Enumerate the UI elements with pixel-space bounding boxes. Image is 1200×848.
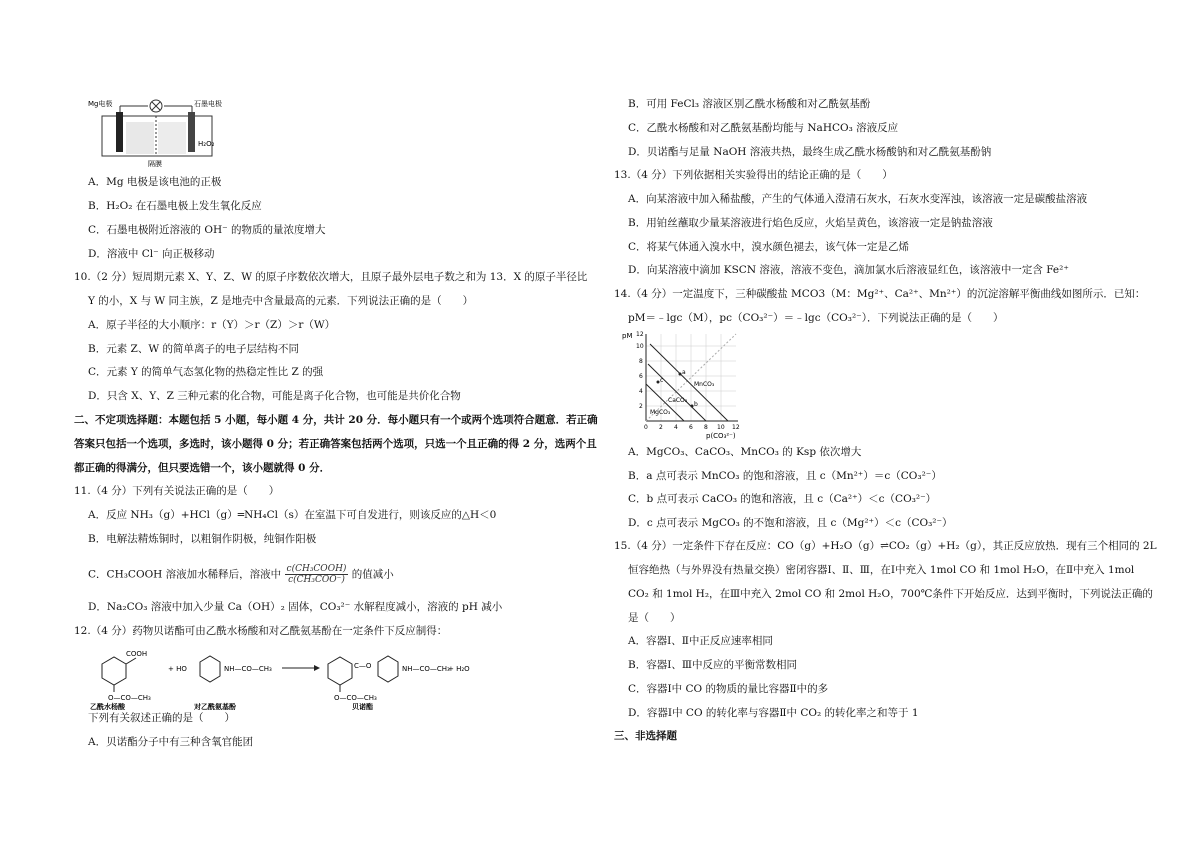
q13-option-c: C．将某气体通入溴水中，溴水颜色褪去，该气体一定是乙烯	[628, 241, 910, 253]
y-tick-4: 4	[639, 388, 643, 395]
q10-option-d: D．只含 X、Y、Z 三种元素的化合物，可能是离子化合物，也可能是共价化合物	[88, 390, 461, 402]
point-c-label: c	[660, 377, 664, 384]
amide-group-1: NH—CO—CH₃	[224, 665, 272, 673]
x-tick-6: 6	[689, 424, 693, 431]
q14-option-d: D．c 点可表示 MgCO₃ 的不饱和溶液，且 c（Mg²⁺）＜c（CO₃²⁻）	[628, 517, 953, 529]
q11-option-d: D．Na₂CO₃ 溶液中加入少量 Ca（OH）₂ 固体，CO₃²⁻ 水解程度减小，溶液的 pH 减小	[88, 601, 503, 613]
q13-option-b: B．用铂丝蘸取少量某溶液进行焰色反应，火焰呈黄色，该溶液一定是钠盐溶液	[628, 217, 993, 229]
q12-option-a: A．贝诺酯分子中有三种含氧官能团	[88, 736, 254, 748]
q11-stem: 11.（4 分）下列有关说法正确的是（ ）	[74, 485, 280, 497]
x-tick-4: 4	[674, 424, 678, 431]
q10-option-a: A．原子半径的大小顺序：r（Y）＞r（Z）＞r（W）	[88, 319, 336, 331]
q11-option-c-suffix: 的值减小	[351, 568, 394, 581]
q15-stem-line3: CO₂ 和 1mol H₂，在Ⅲ中充入 2mol CO 和 2mol H₂O，700℃条件下开始反应．达到平衡时，下列说法正确的	[628, 588, 1153, 600]
battery-diagram	[82, 92, 242, 168]
ratio-denominator: c(CH₃COO⁻)	[288, 575, 345, 585]
q14-stem-line2: pM＝﹣lgc（M），pc（CO₃²⁻）＝﹣lgc（CO₃²⁻）．下列说法正确的是（ ）	[628, 312, 1004, 324]
label-graphite-electrode: 石墨电极	[194, 100, 222, 108]
ratio-numerator: c(CH₃COOH)	[286, 564, 347, 574]
q10-option-b: B．元素 Z、W 的简单离子的电子层结构不同	[88, 343, 299, 355]
q14-option-a: A．MgCO₃、CaCO₃、MnCO₃ 的 Ksp 依次增大	[628, 446, 862, 458]
y-tick-10: 10	[636, 343, 644, 350]
section3-heading: 三、非选择题	[614, 730, 677, 742]
q15-stem-line1: 15.（4 分）一定条件下存在反应：CO（g）+H₂O（g）⇌CO₂（g）+H₂（g），其正反应放热．现有三个相同的 2L	[614, 540, 1157, 552]
q15-option-a: A．容器Ⅰ、Ⅱ中正反应速率相同	[628, 635, 773, 647]
y-tick-8: 8	[639, 358, 643, 365]
q9-option-b: B．H₂O₂ 在石墨电极上发生氧化反应	[88, 200, 262, 212]
point-a-label: a	[682, 369, 686, 376]
x-tick-12: 12	[732, 424, 740, 431]
name-paracetamol: 对乙酰氨基酚	[194, 703, 236, 710]
q9-option-c: C．石墨电极附近溶液的 OH⁻ 的物质的量浓度增大	[88, 224, 326, 236]
q12-option-c: C．乙酰水杨酸和对乙酰氨基酚均能与 NaHCO₃ 溶液反应	[628, 122, 899, 134]
q13-stem: 13.（4 分）下列依据相关实验得出的结论正确的是（ ）	[614, 169, 893, 181]
q11-option-c-prefix: C．CH₃COOH 溶液加水稀释后，溶液中	[88, 568, 282, 581]
plus-water: + H₂O	[448, 665, 470, 673]
q14-option-c: C．b 点可表示 CaCO₃ 的饱和溶液，且 c（Ca²⁺）＜c（CO₃²⁻）	[628, 493, 937, 505]
x-tick-10: 10	[717, 424, 725, 431]
section2-line3: 都正确的得满分，但只要选错一个，该小题就得 0 分．	[74, 462, 331, 474]
y-tick-6: 6	[639, 373, 643, 380]
q12-option-d: D．贝诺酯与足量 NaOH 溶液共热，最终生成乙酰水杨酸钠和对乙酰氨基酚钠	[628, 146, 992, 158]
q15-option-b: B．容器Ⅰ、Ⅲ中反应的平衡常数相同	[628, 659, 797, 671]
section2-line1: 二、不定项选择题：本题包括 5 小题，每小题 4 分，共计 20 分．每小题只有一个或两个选项符合题意．若正确	[74, 414, 598, 426]
q12-option-b: B．可用 FeCl₃ 溶液区别乙酰水杨酸和对乙酰氨基酚	[628, 98, 871, 110]
acetoxy-group-2: O—CO—CH₃	[334, 694, 377, 702]
q15-stem-line2: 恒容绝热（与外界没有热量交换）密闭容器Ⅰ、Ⅱ、Ⅲ，在Ⅰ中充入 1mol CO 和 1mol H₂O，在Ⅱ中充入 1mol	[628, 564, 1135, 576]
amide-group-2: NH—CO—CH₃	[402, 665, 450, 673]
q9-option-d: D．溶液中 Cl⁻ 向正极移动	[88, 248, 215, 260]
label-mg-electrode: Mg电极	[88, 100, 113, 108]
q10-option-c: C．元素 Y 的简单气态氢化物的热稳定性比 Z 的强	[88, 366, 324, 378]
ratio-fraction	[285, 564, 349, 585]
q11-option-a: A．反应 NH₃（g）+HCl（g）═NH₄Cl（s）在室温下可自发进行，则该反应的△H＜0	[88, 509, 497, 521]
y-tick-12: 12	[636, 331, 644, 338]
q15-stem-line4: 是（ ）	[628, 612, 681, 624]
solubility-chart	[620, 330, 756, 442]
label-mnco3: MnCO₃	[694, 381, 715, 388]
x-tick-2: 2	[659, 424, 663, 431]
q11-option-c	[88, 564, 394, 585]
q13-option-a: A．向某溶液中加入稀盐酸，产生的气体通入澄清石灰水，石灰水变浑浊，该溶液一定是碳酸盐溶液	[628, 193, 1088, 205]
q15-option-c: C．容器Ⅰ中 CO 的物质的量比容器Ⅱ中的多	[628, 683, 829, 695]
point-b-label: b	[694, 401, 698, 408]
name-acetylsalicylic-acid: 乙酰水杨酸	[90, 703, 125, 710]
x-tick-8: 8	[704, 424, 708, 431]
q11-option-b: B．电解法精炼铜时，以粗铜作阴极，纯铜作阳极	[88, 533, 317, 545]
q14-option-b: B．a 点可表示 MnCO₃ 的饱和溶液，且 c（Mn²⁺）＝c（CO₃²⁻）	[628, 470, 942, 482]
y-tick-2: 2	[639, 403, 643, 410]
q12-stem: 12.（4 分）药物贝诺酯可由乙酰水杨酸和对乙酰氨基酚在一定条件下反应制得：	[74, 625, 448, 637]
label-h2o2: H₂O₂	[198, 140, 215, 148]
y-axis-label: pM	[622, 332, 633, 340]
label-mgco3: MgCO₃	[650, 409, 671, 416]
q13-option-d: D．向某溶液中滴加 KSCN 溶液，溶液不变色，滴加氯水后溶液显红色，该溶液中一定含 Fe²⁺	[628, 264, 1069, 276]
plus-ho: + HO	[168, 665, 187, 673]
q14-stem-line1: 14.（4 分）一定温度下，三种碳酸盐 MCO3（M：Mg²⁺、Ca²⁺、Mn²⁺）的沉淀溶解平衡曲线如图所示．已知：	[614, 288, 1146, 300]
q12-substem: 下列有关叙述正确的是（ ）	[88, 712, 235, 724]
x-tick-0: 0	[644, 424, 648, 431]
acetoxy-group-1: O—CO—CH₃	[108, 694, 151, 702]
q9-option-a: A．Mg 电极是该电池的正极	[88, 176, 222, 188]
label-caco3: CaCO₃	[668, 397, 688, 404]
ester-link: C—O	[354, 662, 372, 670]
cooh-group: COOH	[126, 650, 148, 658]
name-benorilate: 贝诺酯	[352, 703, 373, 710]
x-axis-label: p(CO₃²⁻)	[706, 432, 736, 440]
label-membrane: 隔膜	[148, 160, 162, 168]
reaction-scheme	[82, 648, 482, 710]
q10-stem-line2: Y 的小，X 与 W 同主族，Z 是地壳中含量最高的元素．下列说法正确的是（ ）	[88, 295, 474, 307]
section2-line2: 答案只包括一个选项，多选时，该小题得 0 分；若正确答案包括两个选项，只选一个且正确的得 2 分，选两个且	[74, 438, 597, 450]
q15-option-d: D．容器Ⅰ中 CO 的转化率与容器Ⅱ中 CO₂ 的转化率之和等于 1	[628, 707, 919, 719]
q10-stem-line1: 10.（2 分）短周期元素 X、Y、Z、W 的原子序数依次增大，且原子最外层电子数之和为 13．X 的原子半径比	[74, 271, 588, 283]
